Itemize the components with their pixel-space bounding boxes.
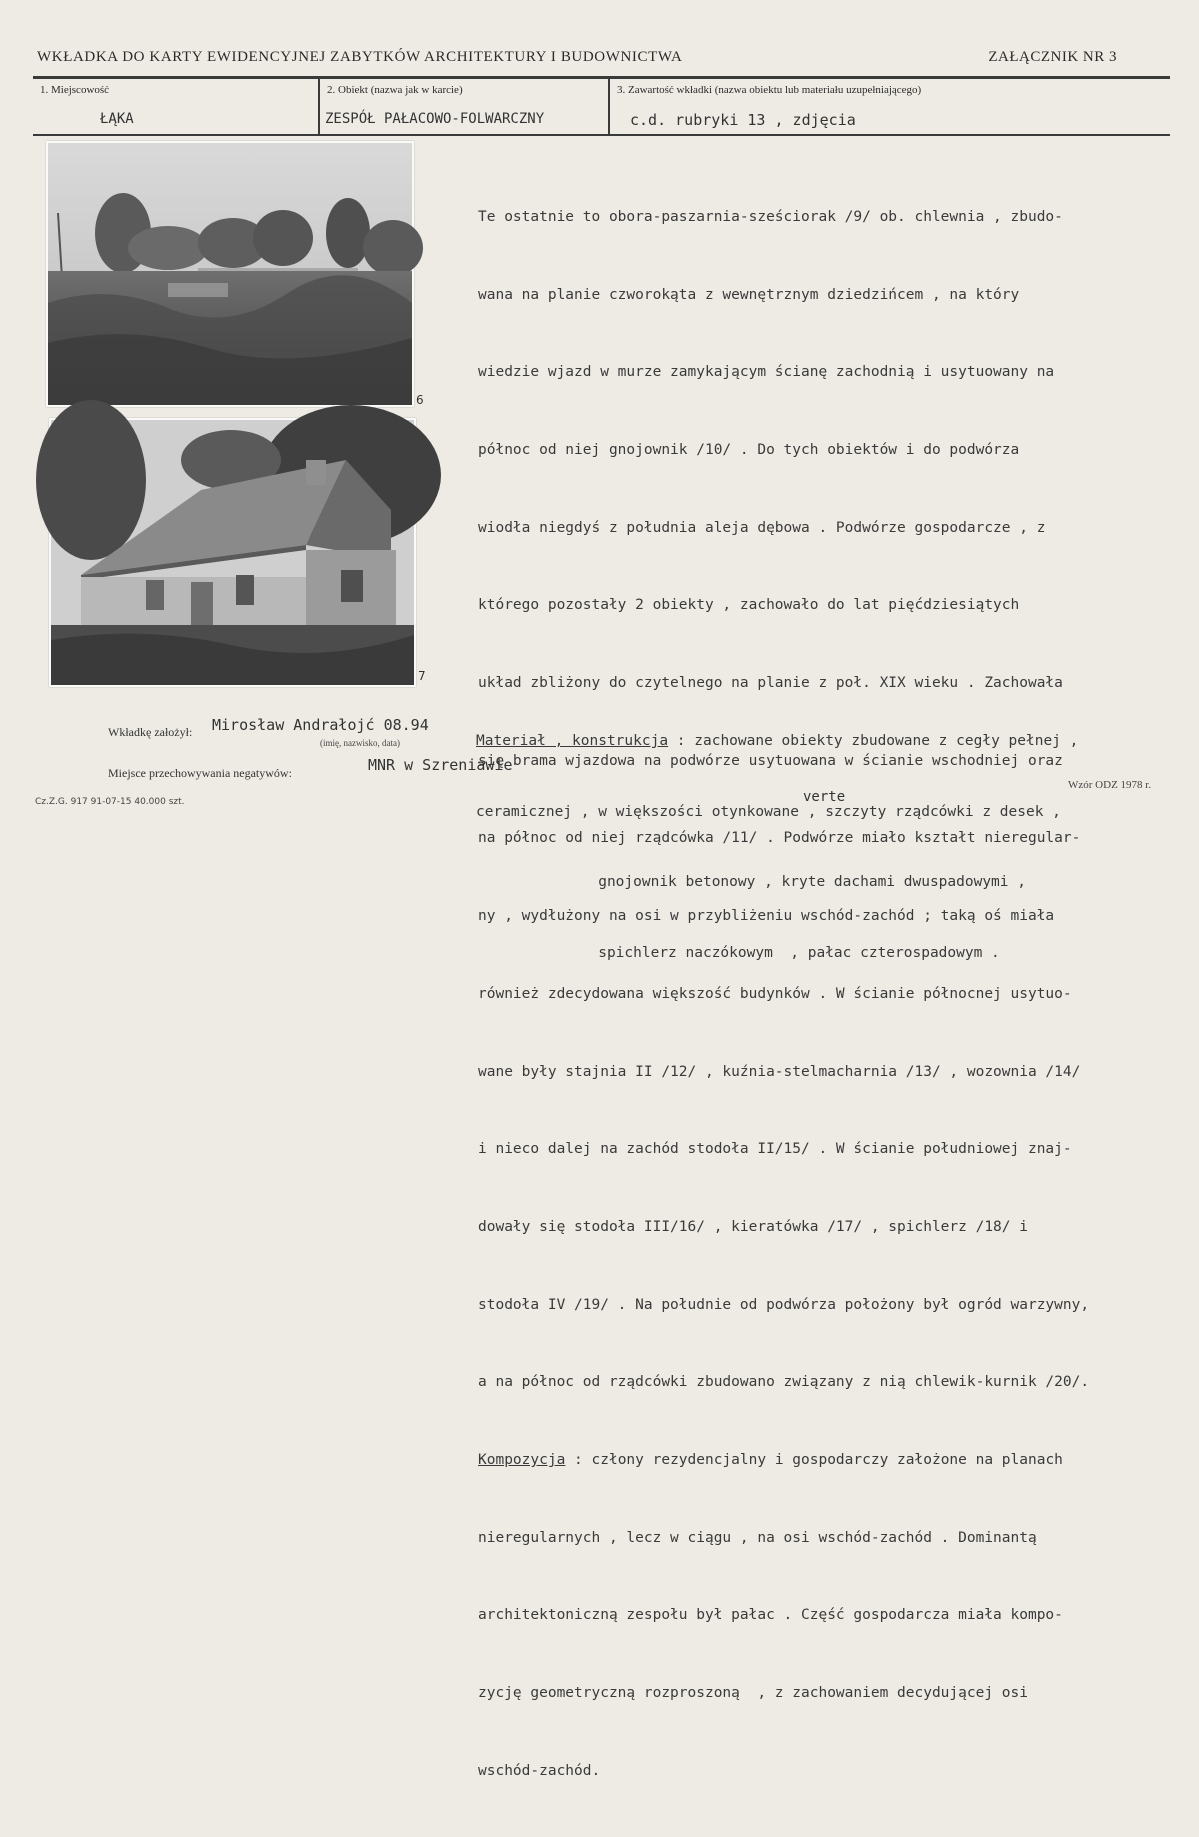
prepared-by-value: Mirosław Andrałojć 08.94 — [212, 716, 429, 734]
field-label-locality: 1. Miejscowość — [40, 84, 110, 96]
text-line: północ od niej gnojownik /10/ . Do tych obiektów i do podwórza — [478, 441, 1020, 458]
form-title: WKŁADKA DO KARTY EWIDENCYJNEJ ZABYTKÓW ARCHITEKTURY I BUDOWNICTWA — [37, 49, 683, 65]
text-line: wiodła niegdyś z południa aleja dębowa . Podwórze gospodarcze , z — [478, 519, 1046, 536]
text-line: wschód-zachód. — [478, 1762, 601, 1779]
material-heading: Materiał , konstrukcja — [476, 733, 669, 749]
field-value-object: ZESPÓŁ PAŁACOWO-FOLWARCZNY — [325, 111, 545, 127]
photo-stewards-house — [49, 418, 416, 687]
material-text — [476, 683, 1078, 1012]
text-line: wane były stajnia II /12/ , kuźnia-stelmacharnia /13/ , wozownia /14/ — [478, 1063, 1081, 1080]
text-line: którego pozostały 2 obiekty , zachowało do lat pięćdziesiątych — [478, 597, 1020, 614]
field-separator — [318, 79, 320, 134]
negatives-storage-label: Miejsce przechowywania negatywów: — [108, 766, 292, 780]
verte-note: verte — [803, 789, 846, 805]
text-line: na północ od niej rządcówka /11/ . Podwórze miało kształt nieregular- — [478, 830, 1081, 847]
text-line: i nieco dalej na zachód stodoła II/15/ . W ścianie południowej znaj- — [478, 1141, 1072, 1158]
text-line: dowały się stodoła III/16/ , kieratówka /17/ , spichlerz /18/ i — [478, 1218, 1028, 1235]
text-line: a na północ od rządcówki zbudowano związany z nią chlewik-kurnik /20/. — [478, 1374, 1090, 1391]
text-line: ny , wydłużony na osi w przybliżeniu wschód-zachód ; taką oś miała — [478, 908, 1055, 925]
negatives-storage-value: MNR w Szreniawie — [368, 756, 513, 774]
field-value-locality: ŁĄKA — [100, 111, 134, 127]
text-line: wiedzie wjazd w murze zamykającym ścianę zachodnią i usytuowany na — [478, 364, 1055, 381]
attachment-number: ZAŁĄCZNIK NR 3 — [988, 49, 1117, 65]
text-line: się brama wjazdowa na podwórze usytuowana w ścianie wschodniej oraz — [478, 752, 1063, 769]
header-rule-bottom — [33, 134, 1170, 136]
text-line: Te ostatnie to obora-paszarnia-sześciorak /9/ ob. chlewnia , zbudo- — [478, 208, 1063, 225]
print-code: Cz.Z.G. 917 91-07-15 40.000 szt. — [35, 797, 185, 807]
prepared-by-note: (imię, nazwisko, data) — [320, 738, 400, 748]
photo-number: 7 — [418, 669, 426, 683]
field-separator — [608, 79, 610, 134]
header-rule-top — [33, 76, 1170, 79]
prepared-by-label: Wkładkę założył: — [108, 725, 193, 739]
text-line: stodoła IV /19/ . Na południe od podwórza położony był ogród warzywny, — [478, 1296, 1090, 1313]
text-line: : zachowane obiekty zbudowane z cegły pełnej , — [668, 733, 1079, 749]
text-line: również zdecydowana większość budynków . W ścianie północnej usytuo- — [478, 985, 1072, 1002]
text-line: gnojownik betonowy , kryte dachami dwuspadowymi , — [476, 874, 1026, 890]
photo-manure-pit — [46, 141, 414, 407]
text-line: architektoniczną zespołu był pałac . Część gospodarcza miała kompo- — [478, 1607, 1063, 1624]
field-label-contents: 3. Zawartość wkładki (nazwa obiektu lub materiału uzupełniającego) — [617, 84, 922, 96]
text-line: spichlerz naczókowym , pałac czterospadowym . — [476, 944, 1000, 961]
composition-line — [478, 1448, 1190, 1474]
text-line: nieregularnych , lecz w ciągu , na osi wschód-zachód . Dominantą — [478, 1529, 1037, 1546]
text-line: wana na planie czworokąta z wewnętrznym dziedzińcem , na który — [478, 286, 1020, 303]
form-template-code: Wzór ODZ 1978 r. — [1068, 779, 1152, 791]
material-line — [476, 730, 1078, 754]
field-value-contents: c.d. rubryki 13 , zdjęcia — [630, 111, 856, 129]
text-line: : człony rezydencjalny i gospodarczy założone na planach — [565, 1452, 1063, 1469]
text-line: układ zbliżony do czytelnego na planie z poł. XIX wieku . Zachowała — [478, 675, 1063, 692]
text-line: ceramicznej , w większości otynkowane , szczyty rządcówki z desek , — [476, 803, 1061, 820]
field-label-object: 2. Obiekt (nazwa jak w karcie) — [327, 84, 463, 96]
text-line: zycję geometryczną rozproszoną , z zachowaniem decydującej osi — [478, 1685, 1028, 1702]
composition-heading: Kompozycja — [478, 1452, 566, 1469]
photo-number: 6 — [416, 393, 424, 407]
